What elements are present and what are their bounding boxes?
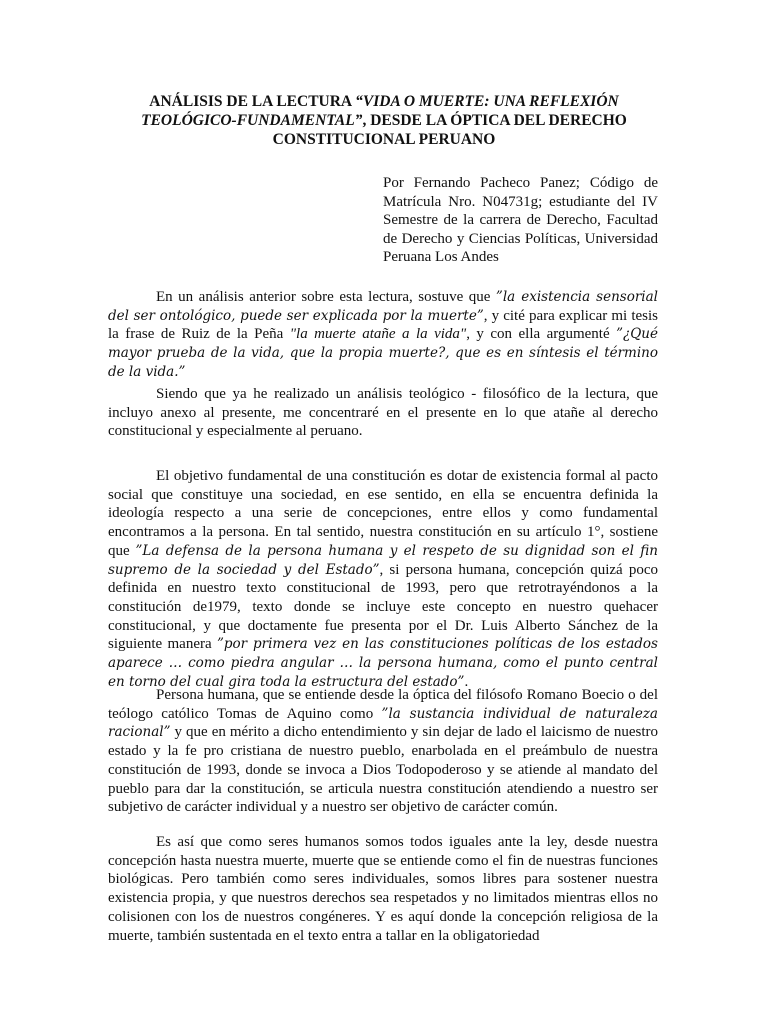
paragraph-1-quote-a: ”la existencia sensorial del ser ontológico, puede ser explicada por la muerte” [108,289,658,324]
title-quoted-work: “VIDA O MUERTE: UNA REFLEXIÓN TEOLÓGICO-FUNDAMENTAL” [141,93,619,129]
paragraph-1-text-b: , y cité para explicar mi tesis la frase de Ruiz de la Peña [108,307,658,343]
paragraph-3 [108,467,658,691]
paragraph-3-quote-a: ”La defensa de la persona humana y el respeto de su dignidad son el fin supremo de la sociedad y del Estado” [108,542,658,578]
paragraph-3-text-a: El objetivo fundamental de una constitución es dotar de existencia formal al pacto social que constituye una sociedad, en ese sentido, en ella se encuentra definida la ideología respecto a una serie de concepciones, entre ellos y como fundamental encontramos a la persona. En tal sentido, nuestra constitución en su artículo 1°, sostiene que [108,468,658,559]
title-text-rest: , DESDE LA ÓPTICA DEL DERECHO CONSTITUCIONAL PERUANO [272,112,627,148]
paragraph-4-quote-a: ”la sustancia individual de naturaleza racional” [108,705,658,741]
paragraph-2: Siendo que ya he realizado un análisis teológico - filosófico de la lectura, que incluyo anexo al presente, me concentraré en el presente en lo que atañe al derecho constitucional y especialmente al peruano. [108,386,658,440]
paragraph-1-quote-c: ”¿Qué mayor prueba de la vida, que la propia muerte?, que es en síntesis el término de la vida.” [108,326,658,380]
paragraph-4 [108,686,658,817]
paragraph-1-text-c: , y con ella argumenté [466,326,617,343]
paragraph-3-text-c: . [464,673,469,690]
paragraph-4-text-b: y que en mérito a dicho entendimiento y sin dejar de lado el laicismo de nuestro estado y la fe pro cristiana de nuestro pueblo, enarbolada en el preámbulo de nuestra constitución de 1993, donde se invoca a Dios Todopoderoso y se atiende al mandato del pueblo para dar la constitución, se articula nuestra constitución atendiendo a nuestro ser subjetivo de carácter individual y a nuestro ser objetivo de carácter común. [108,724,658,816]
paragraph-1 [108,288,658,382]
paragraph-5: Es así que como seres humanos somos todos iguales ante la ley, desde nuestra concepción hasta nuestra muerte, muerte que se entiende como el fin de nuestras funciones biológicas. Pero también como seres individuales, somos libres para sostener nuestra existencia propia, y que nuestros derechos sea respetados y no limitados mientras ellos no colisionen con los de nuestros congéneres. Y es aquí donde la concepción religiosa de la muerte, también sustentada en el texto entra a tallar en la obligatoriedad [108,834,658,944]
paragraph-3-quote-b: ”por primera vez en las constituciones políticas de los estados aparece … como piedra angular … la persona humana, como el punto central en torno del cual gira toda la estructura del estado” [108,636,658,690]
paragraph-1-text-a: En un análisis anterior sobre esta lectura, sostuve que [156,289,496,305]
paragraph-1-quote-b: "la muerte atañe a la vida" [289,326,467,343]
title-text: ANÁLISIS DE LA LECTURA [149,93,356,110]
paragraph-3-text-b: , si persona humana, concepción quizá poco definida en nuestro texto constitucional de 1993, pero que retrotrayéndonos a la constitución de1979, texto donde se incluye este concepto en nuestro quehacer constitucional, y que doctamente fue presenta por el Dr. Luis Alberto Sánchez de la siguiente manera [108,561,658,653]
document-title [120,92,648,149]
author-byline: Por Fernando Pacheco Panez; Código de Matrícula Nro. N04731g; estudiante del IV Semestre de la carrera de Derecho, Facultad de Derecho y Ciencias Políticas, Universidad Peruana Los Andes [383,175,658,265]
paragraph-4-text-a: Persona humana, que se entiende desde la óptica del filósofo Romano Boecio o del teólogo católico Tomas de Aquino como [108,687,658,722]
